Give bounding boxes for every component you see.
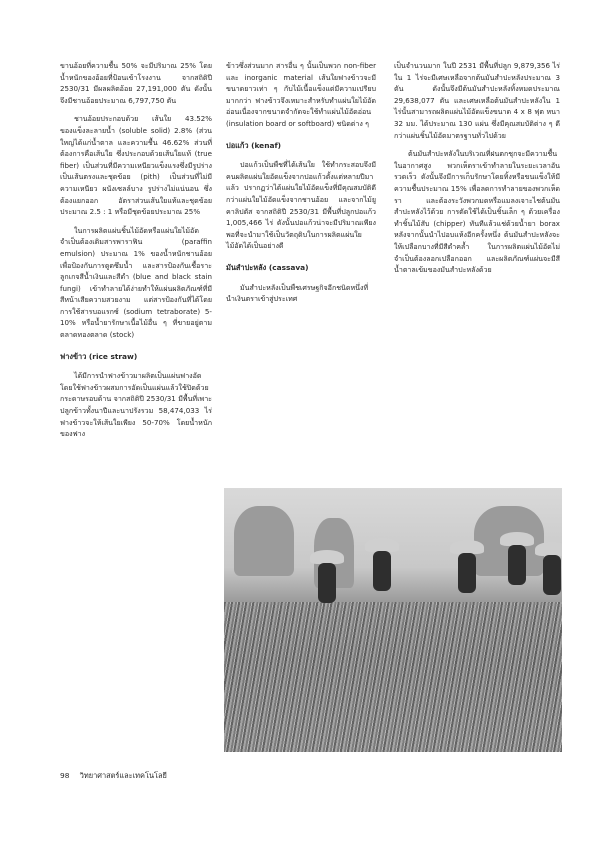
paragraph: ข้าวซึ่งส่วนมาก สารอื่น ๆ นั้นเป็นพวก non-fiber และ inorganic material เส้นใยฟางข้าวจะมีขนาดยาวเท่า ๆ กับไม้เนื้อแข็งแต่มีความเปรียบมากกว่า ฟางข้าวจึงเหมาะสำหรับทำแผ่นใยไม้อัดอ่อนเนื่องจากขนาดจำกัดจะใช้ทำแผ่นไม้อัดอ่อน (insulation board or softboard) ชนิดต่าง ๆ (226, 61, 376, 128)
paragraph: ได้มีการนำฟางข้าวมาผลิตเป็นแผ่นฟางอัด โดยใช้ฟางข้าวผสมการอัดเป็นแผ่นแล้วใช้ปิดด้วยกระดาษรอบด้าน จากสถิติปี 2530/31 มีพื้นที่เพาะปลูกข้าวทั้งนาปีและนาปรังรวม 58,474,033 ไร่ ฟางข้าวจะให้เส้นใยเพียง 50-70% โดยน้ำหนักของฟาง (60, 371, 212, 439)
page-number: 98 (60, 771, 70, 780)
tree-shape (234, 506, 294, 576)
paragraph: เป็นจำนวนมาก ในปี 2531 มีพื้นที่ปลูก 9,879,356 ไร่ ใน 1 ไร่จะมีเศษเหลือจากต้นมันสำปะหลังประมาณ 3 ตัน ดังนั้นจึงมีต้นมันสำปะหลังทิ้งหมดประมาณ 29,638,077 ตัน และเศษเหลือต้นมันสำปะหลังใน 1 ไร่นั้นสามารถผลิตแผ่นไม้อัดแข็งขนาด 4 x 8 ฟุต หนา 32 มม. ได้ประมาณ 130 แผ่น ซึ่งมีคุณสมบัติต่าง ๆ ดีกว่าแผ่นชิ้นไม้อัดมาตรฐานทั่วไปด้วย (394, 61, 560, 140)
paragraph: ขานอ้อยที่ความชื้น 50% จะมีปริมาณ 25% โดยน้ำหนักของอ้อยที่ป้อนเข้าโรงงาน จากสถิติปี 2530/31 มีผลผลิตอ้อย 27,191,000 ตัน ดังนั้นจึงมีชานอ้อยประมาณ 6,797,750 ตัน (60, 61, 212, 105)
section-heading-kenaf: ปอแก้ว (kenaf) (226, 140, 282, 150)
paragraph: ต้นมันสำปะหลังในบริเวณที่ฝนตกชุกจะมีความชื้นในอากาศสูง พวกเห็ดราเข้าทำลายในระยะเวลาอันรวดเร็ว ดังนั้นจึงมีการเก็บรักษาโดยทิ้งหรือขนแข็งให้มีความชื้นประมาณ 15% เพื่อลดการทำลายของพวกเห็ดรา และต้องระวังพวกมดหรือแมลงเจาะไชต้นมันสำปะหลังไว้ด้วย การตัดใช้ได้เป็นชิ้นเล็ก ๆ ด้วยเครื่องทำชิ้นไม้สับ (chipper) ทันทีแล้วแช่ด้วยน้ำยา borax หลังจากนั้นนำไปอบแห้งอีกครั้งหนึ่ง ต้นมันสำปะหลังจะให้เปลือกบางที่มีสีดำคล้ำ ในการผลิตแผ่นไม้อัดไม่จำเป็นต้องลอกเปลือกออก และผลิตภัณฑ์แผ่นจะมีสีน้ำตาลเข้มของมันสำปะหลังด้วย (394, 149, 560, 275)
text-column-3 (394, 60, 560, 283)
journal-title: วิทยาศาสตร์และเทคโนโลยี (79, 771, 167, 780)
text-column-1 (60, 60, 212, 447)
rice-field (224, 602, 562, 752)
text-column-2 (226, 60, 376, 312)
field-workers-photo (224, 488, 562, 752)
paragraph: ปอแก้วเป็นพืชที่ได้เส้นใย ใช้ทำกระสอบจึงมีคนผลิตแผ่นใยอัดแข็งจากปอแก้วตั้งแต่หลายปีมาแล้ว ปรากฏว่าได้แผ่นใยไม้อัดแข็งที่มีคุณสมบัติดีกว่าแผ่นใยไม้อัดแข็งจากชานอ้อย และจากไม้ยูคาลิปตัส จากสถิติปี 2530/31 มีพื้นที่ปลูกปอแก้ว 1,005,466 ไร่ ดังนั้นปอแก้วน่าจะมีปริมาณเพียงพอที่จะนำมาใช้เป็นวัตถุดิบในการผลิตแผ่นใยไม้อัดได้เป็นอย่างดี (226, 160, 376, 251)
section-heading-rice-straw: ฟางข้าว (rice straw) (60, 351, 138, 361)
page-footer (60, 770, 175, 782)
paragraph: ในการผลิตแผ่นชิ้นไม้อัดหรือแผ่นใยไม้อัด จำเป็นต้องเติมสารพาราฟิน (paraffin emulsion) ประมาณ 1% ของน้ำหนักชานอ้อย เพื่อป้องกันการดูดซึมน้ำ และสารป้องกันเชื้อราะลูกเกจสีน้ำเงินและสีดำ (blue and black stain fungi) เข้าทำลายได้ง่ายทำให้แผ่นผลิตภัณฑ์ที่มีสีหน้าเสียความสวยงาม แต่สารป้องกันที่ได้โดยการใช้สารบอแรกซ์ (sodium tetraborate) 5-10% หรือน้ำยารักษาเนื้อไม้อื่น ๆ ที่ขายอยู่ตามตลาดทองตลาด (stock) (60, 225, 212, 340)
paragraph: ชานอ้อยประกอบด้วย เส้นใย 43.52% ของแข็งละลายน้ำ (soluble solid) 2.8% (ส่วนใหญ่ได้แก่น้ำตาล และความชื้น 46.62% ส่วนที่ต้องการคือเส้นใย ซึ่งประกอบด้วยเส้นใยแท้ (true fiber) เป็นส่วนที่มีความเหนียวแข็งแรงซึ่งมีรูปร่างเป็นเส้นตรงและชุดข้อย (pith) เป็นส่วนที่ไม่มีความเหนียว ผนังเซลล์บาง รูปร่างไม่แน่นอน ซึ่งต้องแยกออก อัตราส่วนเส้นใยแท้และชุดข้อยประมาณ 2.5 : 1 หรือมีชุดข้อยประมาณ 25% (60, 114, 212, 217)
paragraph: มันสำปะหลังเป็นพืชเศรษฐกิจอีกชนิดหนึ่งที่นำเงินตราเข้าสู่ประเทศ (226, 282, 369, 304)
section-heading-cassava: มันสำปะหลัง (cassava) (226, 262, 309, 272)
